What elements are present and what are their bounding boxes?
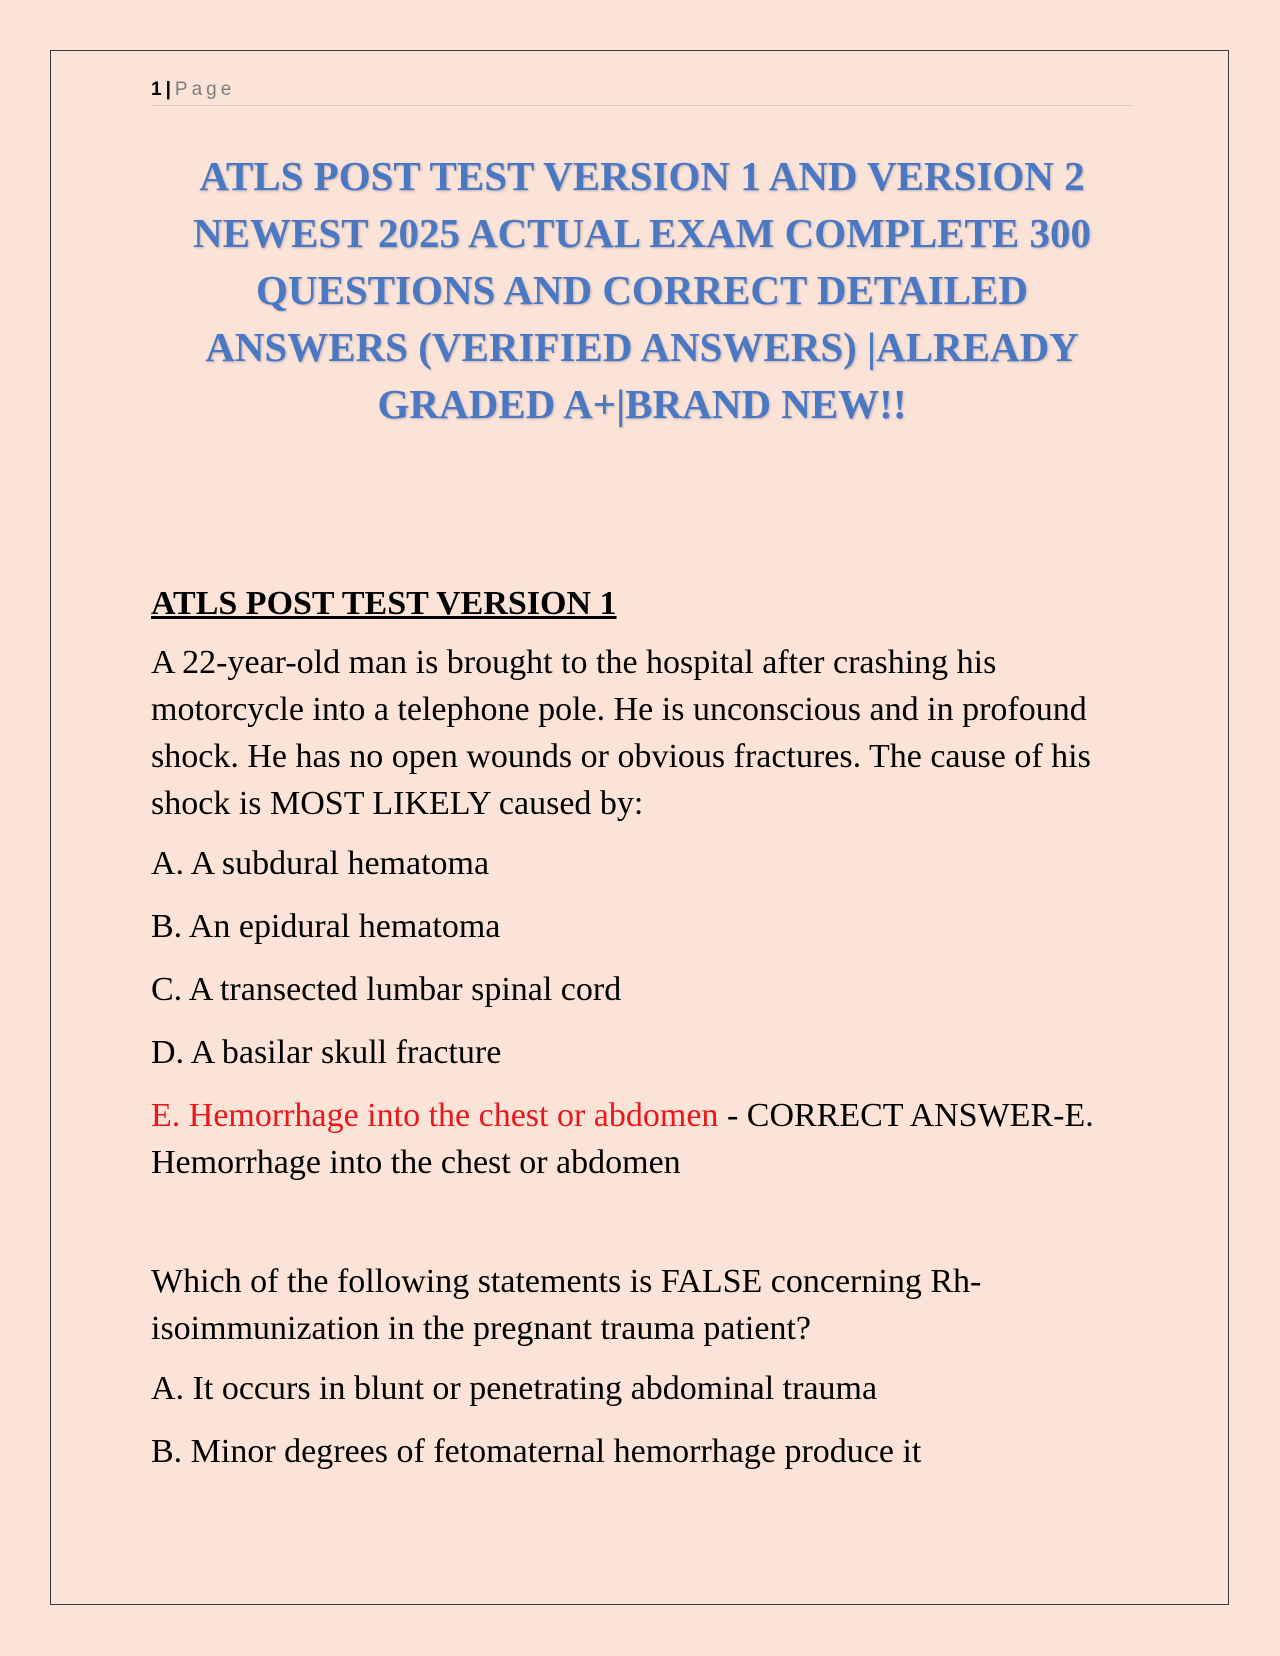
question-1-correct-answer: - CORRECT ANSWER-E. Hemorrhage into the chest or abdomen [151, 1097, 1094, 1181]
question-1-option-d: D. A basilar skull fracture [151, 1034, 502, 1071]
page-separator: | [165, 79, 171, 100]
question-1-option-b: B. An epidural hematoma [151, 908, 501, 945]
question-1-option-a: A. A subdural hematoma [151, 845, 490, 882]
page-number: 1 [151, 79, 162, 100]
question-2-stem: Which of the following statements is FALSE concerning Rh-isoimmunization in the pregnant trauma patient? [151, 1263, 982, 1347]
question-spacer [151, 1186, 1133, 1258]
question-1-answer [151, 1092, 1133, 1186]
document-title: ATLS POST TEST VERSION 1 AND VERSION 2 NEWEST 2025 ACTUAL EXAM COMPLETE 300 QUESTIONS AND CORRECT DETAILED ANSWERS (VERIFIED ANSWERS) |ALREADY GRADED A+|BRAND NEW!! [193, 153, 1091, 427]
document-body [151, 580, 1133, 1491]
section-heading: ATLS POST TEST VERSION 1 [151, 585, 617, 622]
question-1-stem: A 22-year-old man is brought to the hospital after crashing his motorcycle into a telephone pole. He is unconscious and in profound shock. He has no open wounds or obvious fractures. The cause of his shock is MOST LIKELY caused by: [151, 644, 1091, 822]
page-header [151, 78, 1133, 106]
question-1-option-e-highlighted: E. Hemorrhage into the chest or abdomen [151, 1097, 719, 1134]
question-2-option-a: A. It occurs in blunt or penetrating abdominal trauma [151, 1370, 878, 1407]
page-word: Page [174, 79, 236, 100]
question-1-option-c: C. A transected lumbar spinal cord [151, 971, 622, 1008]
question-2-option-b: B. Minor degrees of fetomaternal hemorrhage produce it [151, 1433, 922, 1470]
